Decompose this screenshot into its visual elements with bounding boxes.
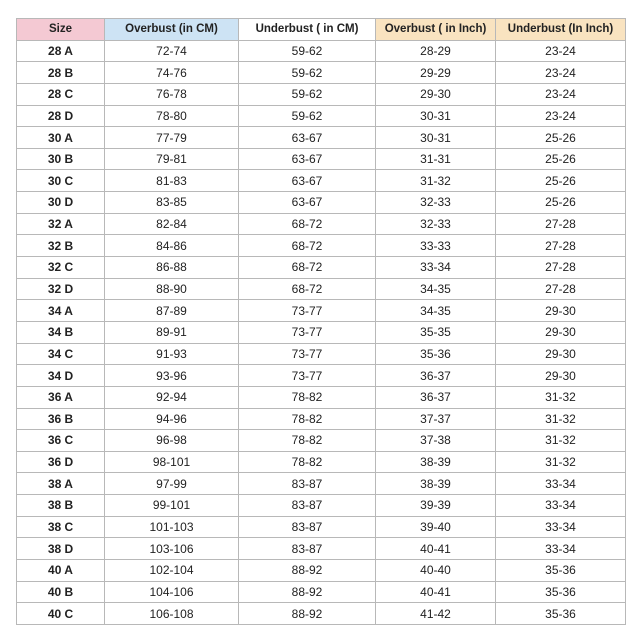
- size-cell: 34 D: [17, 365, 105, 387]
- table-row: [17, 603, 626, 625]
- overbust-cm-cell: 92-94: [105, 386, 239, 408]
- overbust-inch-cell: 31-32: [376, 170, 496, 192]
- size-cell: 38 D: [17, 538, 105, 560]
- table-row: [17, 495, 626, 517]
- overbust-inch-cell: 40-41: [376, 581, 496, 603]
- overbust-cm-cell: 72-74: [105, 40, 239, 62]
- overbust-cm-cell: 98-101: [105, 451, 239, 473]
- overbust-inch-cell: 30-31: [376, 105, 496, 127]
- overbust-cm-cell: 86-88: [105, 257, 239, 279]
- overbust-inch-cell: 39-40: [376, 516, 496, 538]
- underbust-inch-cell: 31-32: [496, 430, 626, 452]
- size-cell: 28 C: [17, 83, 105, 105]
- overbust-inch-cell: 32-33: [376, 192, 496, 214]
- size-cell: 38 B: [17, 495, 105, 517]
- overbust-inch-cell: 38-39: [376, 473, 496, 495]
- size-cell: 30 A: [17, 127, 105, 149]
- overbust-inch-cell: 37-37: [376, 408, 496, 430]
- underbust-cm-cell: 68-72: [239, 213, 376, 235]
- table-row: [17, 235, 626, 257]
- table-row: [17, 386, 626, 408]
- underbust-inch-cell: 31-32: [496, 386, 626, 408]
- underbust-inch-cell: 25-26: [496, 127, 626, 149]
- underbust-inch-cell: 29-30: [496, 365, 626, 387]
- underbust-inch-cell: 31-32: [496, 451, 626, 473]
- table-row: [17, 257, 626, 279]
- size-cell: 40 B: [17, 581, 105, 603]
- overbust-cm-cell: 103-106: [105, 538, 239, 560]
- overbust-inch-cell: 29-29: [376, 62, 496, 84]
- underbust-cm-cell: 78-82: [239, 430, 376, 452]
- underbust-inch-cell: 35-36: [496, 560, 626, 582]
- header-overbust-inch: Overbust ( in Inch): [376, 19, 496, 41]
- underbust-inch-cell: 27-28: [496, 235, 626, 257]
- underbust-inch-cell: 27-28: [496, 278, 626, 300]
- table-row: [17, 300, 626, 322]
- underbust-inch-cell: 23-24: [496, 62, 626, 84]
- underbust-inch-cell: 35-36: [496, 581, 626, 603]
- underbust-cm-cell: 63-67: [239, 192, 376, 214]
- overbust-cm-cell: 79-81: [105, 148, 239, 170]
- underbust-cm-cell: 83-87: [239, 473, 376, 495]
- underbust-inch-cell: 27-28: [496, 257, 626, 279]
- underbust-inch-cell: 29-30: [496, 321, 626, 343]
- overbust-cm-cell: 93-96: [105, 365, 239, 387]
- overbust-inch-cell: 35-36: [376, 343, 496, 365]
- underbust-cm-cell: 68-72: [239, 235, 376, 257]
- underbust-inch-cell: 33-34: [496, 473, 626, 495]
- overbust-inch-cell: 40-40: [376, 560, 496, 582]
- table-body: [17, 40, 626, 624]
- overbust-cm-cell: 76-78: [105, 83, 239, 105]
- overbust-cm-cell: 84-86: [105, 235, 239, 257]
- table-row: [17, 516, 626, 538]
- underbust-cm-cell: 59-62: [239, 83, 376, 105]
- overbust-cm-cell: 91-93: [105, 343, 239, 365]
- overbust-inch-cell: 40-41: [376, 538, 496, 560]
- overbust-inch-cell: 36-37: [376, 386, 496, 408]
- table-row: [17, 581, 626, 603]
- table-row: [17, 451, 626, 473]
- underbust-cm-cell: 59-62: [239, 105, 376, 127]
- underbust-inch-cell: 23-24: [496, 83, 626, 105]
- overbust-cm-cell: 77-79: [105, 127, 239, 149]
- size-cell: 32 C: [17, 257, 105, 279]
- size-cell: 32 A: [17, 213, 105, 235]
- overbust-cm-cell: 74-76: [105, 62, 239, 84]
- underbust-cm-cell: 78-82: [239, 386, 376, 408]
- overbust-inch-cell: 33-34: [376, 257, 496, 279]
- table-row: [17, 278, 626, 300]
- table-row: [17, 538, 626, 560]
- underbust-inch-cell: 25-26: [496, 170, 626, 192]
- underbust-inch-cell: 33-34: [496, 495, 626, 517]
- underbust-cm-cell: 73-77: [239, 343, 376, 365]
- bra-size-table: [16, 18, 626, 625]
- overbust-cm-cell: 81-83: [105, 170, 239, 192]
- underbust-cm-cell: 63-67: [239, 148, 376, 170]
- size-cell: 30 D: [17, 192, 105, 214]
- size-cell: 28 B: [17, 62, 105, 84]
- size-cell: 34 A: [17, 300, 105, 322]
- underbust-cm-cell: 73-77: [239, 365, 376, 387]
- size-cell: 38 C: [17, 516, 105, 538]
- table-row: [17, 148, 626, 170]
- overbust-inch-cell: 30-31: [376, 127, 496, 149]
- table-row: [17, 430, 626, 452]
- table-header: [17, 19, 626, 41]
- underbust-cm-cell: 68-72: [239, 257, 376, 279]
- underbust-inch-cell: 33-34: [496, 516, 626, 538]
- overbust-cm-cell: 104-106: [105, 581, 239, 603]
- underbust-cm-cell: 78-82: [239, 451, 376, 473]
- underbust-cm-cell: 88-92: [239, 603, 376, 625]
- size-cell: 36 C: [17, 430, 105, 452]
- underbust-inch-cell: 25-26: [496, 192, 626, 214]
- size-cell: 36 A: [17, 386, 105, 408]
- underbust-inch-cell: 23-24: [496, 40, 626, 62]
- underbust-cm-cell: 68-72: [239, 278, 376, 300]
- overbust-inch-cell: 41-42: [376, 603, 496, 625]
- underbust-cm-cell: 63-67: [239, 127, 376, 149]
- overbust-inch-cell: 38-39: [376, 451, 496, 473]
- underbust-inch-cell: 31-32: [496, 408, 626, 430]
- overbust-inch-cell: 28-29: [376, 40, 496, 62]
- table-row: [17, 213, 626, 235]
- size-cell: 34 C: [17, 343, 105, 365]
- table-row: [17, 321, 626, 343]
- overbust-inch-cell: 29-30: [376, 83, 496, 105]
- underbust-inch-cell: 35-36: [496, 603, 626, 625]
- size-cell: 34 B: [17, 321, 105, 343]
- overbust-cm-cell: 102-104: [105, 560, 239, 582]
- size-cell: 30 B: [17, 148, 105, 170]
- overbust-inch-cell: 34-35: [376, 278, 496, 300]
- overbust-inch-cell: 31-31: [376, 148, 496, 170]
- overbust-cm-cell: 99-101: [105, 495, 239, 517]
- overbust-cm-cell: 89-91: [105, 321, 239, 343]
- underbust-cm-cell: 83-87: [239, 495, 376, 517]
- table-row: [17, 192, 626, 214]
- table-row: [17, 127, 626, 149]
- underbust-cm-cell: 83-87: [239, 516, 376, 538]
- overbust-cm-cell: 94-96: [105, 408, 239, 430]
- underbust-cm-cell: 59-62: [239, 62, 376, 84]
- overbust-inch-cell: 39-39: [376, 495, 496, 517]
- underbust-cm-cell: 73-77: [239, 300, 376, 322]
- size-cell: 36 B: [17, 408, 105, 430]
- underbust-cm-cell: 88-92: [239, 581, 376, 603]
- size-cell: 36 D: [17, 451, 105, 473]
- underbust-inch-cell: 29-30: [496, 343, 626, 365]
- underbust-inch-cell: 33-34: [496, 538, 626, 560]
- overbust-cm-cell: 82-84: [105, 213, 239, 235]
- underbust-inch-cell: 23-24: [496, 105, 626, 127]
- overbust-cm-cell: 96-98: [105, 430, 239, 452]
- size-cell: 30 C: [17, 170, 105, 192]
- size-cell: 32 D: [17, 278, 105, 300]
- overbust-inch-cell: 37-38: [376, 430, 496, 452]
- underbust-cm-cell: 83-87: [239, 538, 376, 560]
- size-cell: 40 C: [17, 603, 105, 625]
- header-underbust-cm: Underbust ( in CM): [239, 19, 376, 41]
- underbust-cm-cell: 88-92: [239, 560, 376, 582]
- overbust-cm-cell: 88-90: [105, 278, 239, 300]
- table-row: [17, 83, 626, 105]
- overbust-inch-cell: 35-35: [376, 321, 496, 343]
- table-row: [17, 105, 626, 127]
- underbust-cm-cell: 73-77: [239, 321, 376, 343]
- size-cell: 28 D: [17, 105, 105, 127]
- table-row: [17, 408, 626, 430]
- size-cell: 40 A: [17, 560, 105, 582]
- header-underbust-inch: Underbust (In Inch): [496, 19, 626, 41]
- overbust-cm-cell: 83-85: [105, 192, 239, 214]
- underbust-cm-cell: 63-67: [239, 170, 376, 192]
- overbust-cm-cell: 87-89: [105, 300, 239, 322]
- underbust-cm-cell: 78-82: [239, 408, 376, 430]
- header-size: Size: [17, 19, 105, 41]
- header-row: [17, 19, 626, 41]
- underbust-inch-cell: 27-28: [496, 213, 626, 235]
- size-cell: 32 B: [17, 235, 105, 257]
- table-row: [17, 170, 626, 192]
- overbust-cm-cell: 101-103: [105, 516, 239, 538]
- underbust-inch-cell: 25-26: [496, 148, 626, 170]
- overbust-cm-cell: 78-80: [105, 105, 239, 127]
- size-cell: 28 A: [17, 40, 105, 62]
- overbust-cm-cell: 97-99: [105, 473, 239, 495]
- header-overbust-cm: Overbust (in CM): [105, 19, 239, 41]
- underbust-cm-cell: 59-62: [239, 40, 376, 62]
- size-cell: 38 A: [17, 473, 105, 495]
- table-row: [17, 40, 626, 62]
- overbust-inch-cell: 34-35: [376, 300, 496, 322]
- overbust-inch-cell: 36-37: [376, 365, 496, 387]
- table-row: [17, 62, 626, 84]
- underbust-inch-cell: 29-30: [496, 300, 626, 322]
- table-row: [17, 365, 626, 387]
- table-row: [17, 560, 626, 582]
- overbust-inch-cell: 33-33: [376, 235, 496, 257]
- table-row: [17, 473, 626, 495]
- table-row: [17, 343, 626, 365]
- overbust-cm-cell: 106-108: [105, 603, 239, 625]
- overbust-inch-cell: 32-33: [376, 213, 496, 235]
